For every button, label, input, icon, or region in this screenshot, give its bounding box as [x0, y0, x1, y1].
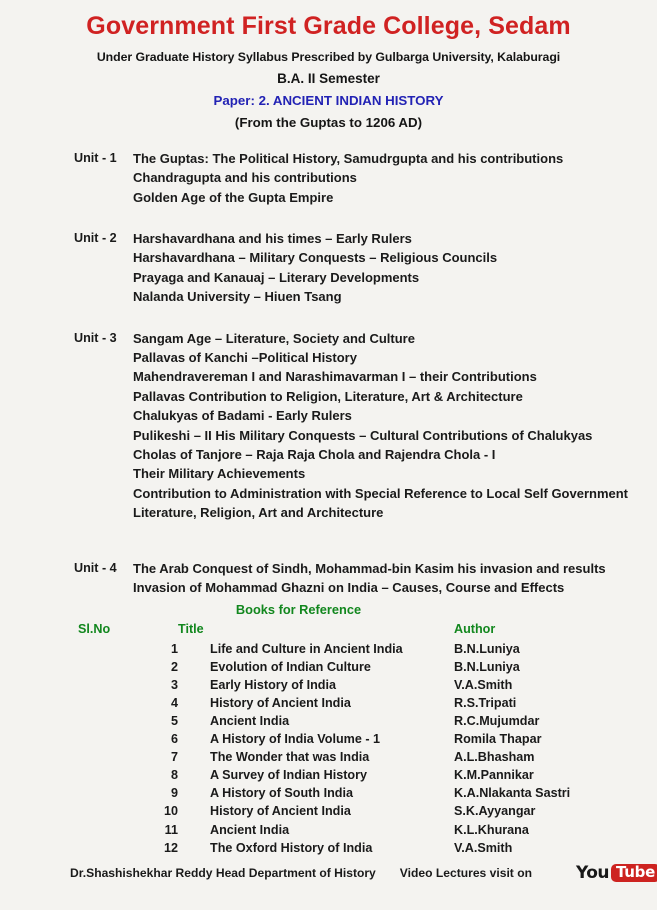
cell-author: K.A.Nlakanta Sastri: [454, 786, 571, 801]
cell-slno: 12: [163, 840, 178, 855]
cell-slno: 6: [170, 732, 178, 747]
table-header-row: [0, 620, 657, 639]
cell-slno: 3: [170, 677, 178, 692]
cell-title: Evolution of Indian Culture: [210, 659, 371, 674]
cell-slno: 2: [170, 659, 178, 674]
unit-topic: The Arab Conquest of Sindh, Mohammad-bin Kasim his invasion and results: [133, 560, 606, 576]
unit-topic: Contribution to Administration with Special Reference to Local Self Government: [133, 485, 629, 501]
unit-topic: Pallavas Contribution to Religion, Literature, Art & Architecture: [133, 388, 523, 404]
books-table: [0, 620, 657, 856]
unit-label: Unit - 2: [74, 230, 117, 245]
cell-title: A History of India Volume - 1: [210, 732, 381, 747]
cell-title: Early History of India: [210, 677, 336, 692]
unit-topic-list: [133, 559, 657, 598]
unit-topic: Pallavas of Kanchi –Political History: [133, 350, 357, 365]
cell-author: V.A.Smith: [454, 677, 513, 692]
unit-block: [0, 329, 657, 523]
cell-slno: 11: [164, 822, 178, 837]
cell-slno: 10: [163, 804, 178, 819]
unit-topic: Nalanda University – Hiuen Tsang: [133, 289, 342, 305]
table-row: [0, 802, 657, 820]
unit-topic: Chalukyas of Badami - Early Rulers: [133, 408, 352, 424]
syllabus-subtitle: Under Graduate History Syllabus Prescribed by Gulbarga University, Kalaburagi: [96, 49, 561, 64]
cell-title: History of Ancient India: [210, 804, 351, 819]
unit-topic: Mahendravereman I and Narashimavarman I – their Contributions: [133, 369, 537, 385]
table-row: [0, 821, 657, 839]
table-row: [0, 694, 657, 712]
books-heading: Books for Reference: [235, 602, 362, 618]
cell-author: B.N.Luniya: [454, 659, 520, 674]
cell-slno: 8: [170, 768, 178, 783]
table-row: [0, 730, 657, 748]
semester-label: B.A. II Semester: [277, 70, 380, 86]
unit-label: Unit - 3: [74, 330, 117, 345]
footer-department: Dr.Shashishekhar Reddy Head Department of History: [70, 866, 376, 880]
unit-block: [0, 559, 657, 598]
unit-topic-list: [133, 329, 657, 523]
cell-slno: 1: [170, 641, 178, 656]
cell-title: A Survey of Indian History: [210, 768, 367, 783]
table-row: [0, 748, 657, 766]
books-for-reference-section: [0, 601, 657, 856]
cell-slno: 4: [170, 695, 178, 710]
cell-title: The Wonder that was India: [210, 750, 370, 765]
cell-title: A History of South India: [210, 786, 353, 801]
unit-topic: Sangam Age – Literature, Society and Culture: [133, 330, 415, 346]
cell-slno: 9: [170, 786, 178, 801]
unit-block: [0, 229, 657, 307]
cell-author: A.L.Bhasham: [454, 750, 535, 765]
cell-author: B.N.Luniya: [454, 641, 520, 656]
document-header: [0, 0, 657, 130]
unit-label: Unit - 4: [74, 560, 117, 575]
unit-block: [0, 149, 657, 207]
table-row: [0, 658, 657, 676]
unit-topic: Harshavardhana – Military Conquests – Religious Councils: [133, 250, 498, 266]
cell-title: The Oxford History of India: [210, 840, 373, 855]
unit-label: Unit - 1: [74, 150, 117, 165]
unit-topic: Their Military Achievements: [133, 466, 306, 482]
footer-video-lectures: Video Lectures visit on: [399, 866, 532, 880]
unit-topic: Harshavardhana and his times – Early Rulers: [133, 230, 412, 246]
cell-title: History of Ancient India: [210, 695, 351, 710]
unit-topic: Pulikeshi – II His Military Conquests – Cultural Contributions of Chalukyas: [133, 427, 593, 443]
youtube-you-text: You: [575, 862, 610, 883]
unit-topic: The Guptas: The Political History, Samudrgupta and his contributions: [133, 150, 564, 166]
youtube-tube-badge: Tube: [611, 864, 657, 882]
cell-title: Ancient India: [210, 713, 290, 728]
cell-slno: 7: [170, 750, 178, 765]
units-section: [0, 149, 657, 598]
cell-slno: 5: [170, 713, 178, 728]
unit-topic: Chandragupta and his contributions: [133, 170, 357, 186]
cell-author: K.L.Khurana: [454, 822, 529, 837]
unit-topic: Prayaga and Kanauaj – Literary Developments: [133, 269, 420, 285]
cell-author: R.S.Tripati: [454, 695, 517, 710]
cell-author: Romila Thapar: [454, 732, 542, 747]
paper-title: Paper: 2. ANCIENT INDIAN HISTORY: [213, 92, 444, 108]
cell-author: R.C.Mujumdar: [454, 713, 540, 728]
unit-topic: Golden Age of the Gupta Empire: [133, 189, 334, 205]
table-row: [0, 766, 657, 784]
cell-author: S.K.Ayyangar: [454, 804, 536, 819]
unit-topic: Literature, Religion, Art and Architecture: [133, 505, 384, 521]
unit-topic-list: [133, 149, 657, 207]
table-row: [0, 712, 657, 730]
cell-author: K.M.Pannikar: [454, 768, 534, 783]
period-range: (From the Guptas to 1206 AD): [234, 114, 423, 130]
column-header-slno: Sl.No: [78, 622, 111, 637]
table-row: [0, 640, 657, 658]
column-header-author: Author: [454, 622, 496, 637]
unit-topic: Invasion of Mohammad Ghazni on India – Causes, Course and Effects: [133, 580, 565, 596]
unit-topic-list: [133, 229, 657, 307]
cell-title: Life and Culture in Ancient India: [210, 641, 403, 656]
cell-author: V.A.Smith: [454, 840, 513, 855]
table-row: [0, 839, 657, 857]
youtube-logo[interactable]: [576, 864, 657, 882]
table-row: [0, 784, 657, 802]
unit-topic: Cholas of Tanjore – Raja Raja Chola and Rajendra Chola - I: [133, 447, 496, 463]
column-header-title: Title: [178, 622, 204, 637]
document-footer: [0, 864, 657, 882]
page-title: Government First Grade College, Sedam: [86, 12, 571, 40]
table-row: [0, 676, 657, 694]
cell-title: Ancient India: [210, 822, 290, 837]
